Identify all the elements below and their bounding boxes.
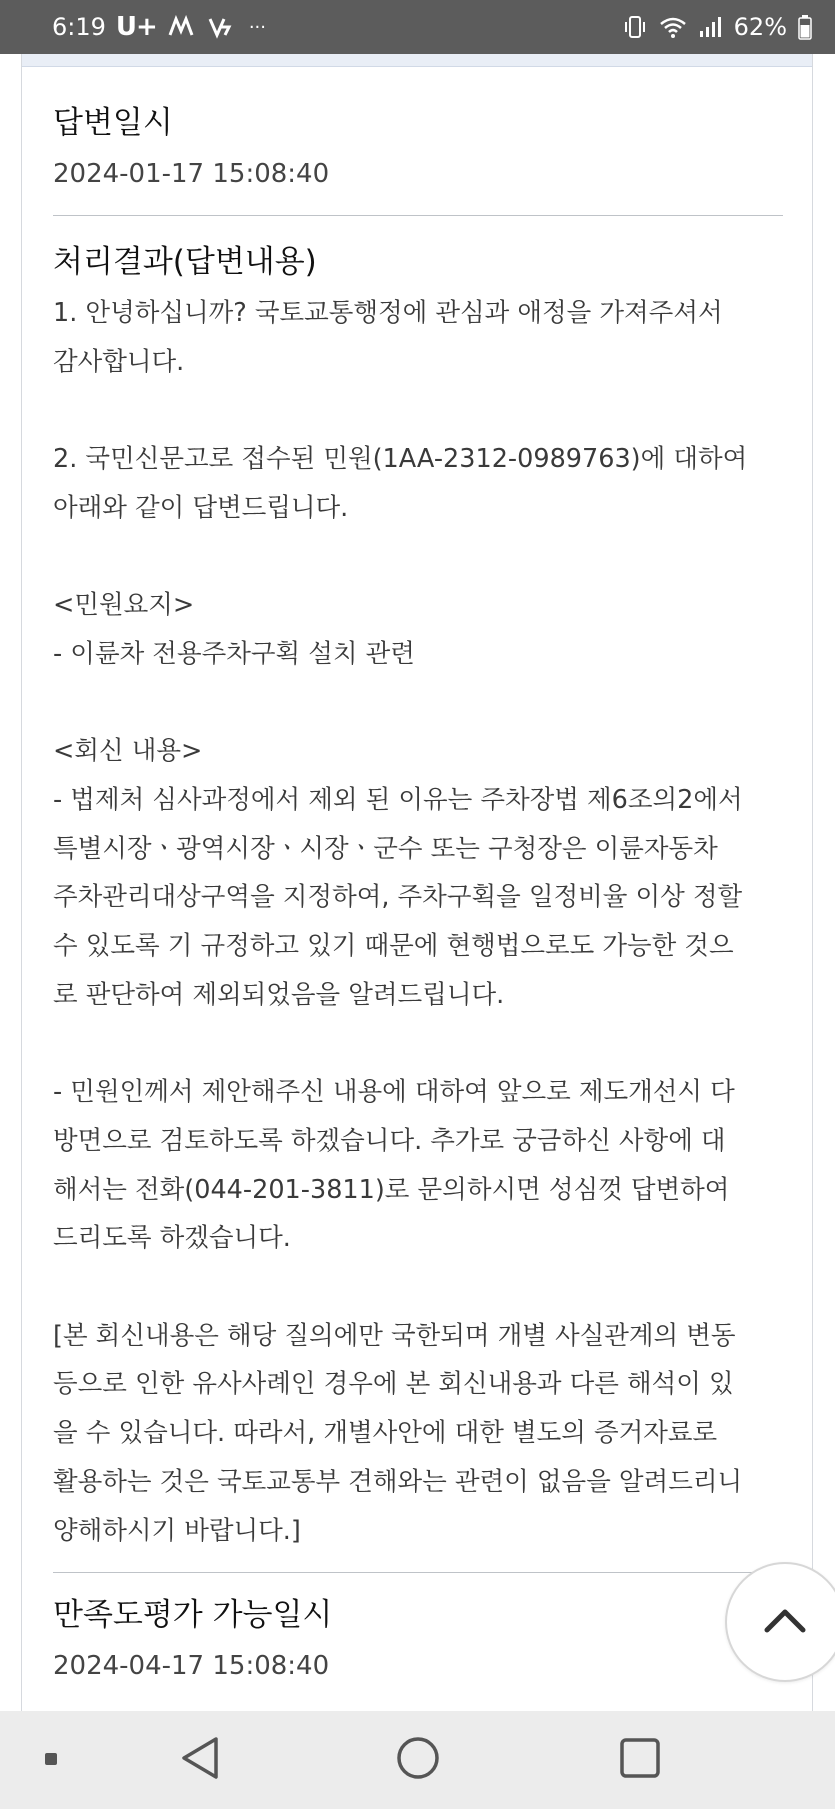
result-line: - 법제처 심사과정에서 제외 된 이유는 주차장법 제6조의2에서 [53, 784, 743, 815]
result-line: 로 판단하여 제외되었음을 알려드립니다. [53, 979, 505, 1010]
battery-text: 62% [733, 13, 787, 41]
answer-datetime-section [53, 102, 783, 194]
blank-line [53, 1263, 783, 1312]
result-line: 방면으로 검토하도록 하겠습니다. 추가로 궁금하신 사항에 대 [53, 1125, 726, 1156]
result-line: 등으로 인한 유사사례인 경우에 본 회신내용과 다른 해석이 있 [53, 1369, 734, 1400]
satisfaction-section [53, 1594, 783, 1686]
result-line: 드리도록 하겠습니다. [53, 1223, 291, 1254]
result-line: 을 수 있습니다. 따라서, 개별사안에 대한 별도의 증거자료로 [53, 1418, 718, 1449]
carrier-label: U+ [115, 12, 157, 42]
card-header-strip [22, 54, 812, 67]
satisfaction-label: 만족도평가 가능일시 [53, 1597, 333, 1633]
result-line: 2. 국민신문고로 접수된 민원(1AA-2312-0989763)에 대하여 [53, 444, 748, 475]
content-area[interactable] [0, 54, 835, 1711]
result-line: - 민원인께서 제안해주신 내용에 대하여 앞으로 제도개선시 다 [53, 1077, 735, 1108]
blank-line [53, 679, 783, 728]
status-time: 6:19 [52, 13, 106, 41]
home-button[interactable] [378, 1711, 458, 1809]
result-line: [본 회신내용은 해당 질의에만 국한되며 개별 사실관계의 변동 [53, 1320, 736, 1351]
v-app-icon [207, 15, 233, 39]
result-line: 1. 안녕하십니까? 국토교통행정에 관심과 애정을 가져주셔서 [53, 298, 723, 328]
answer-datetime-label: 답변일시 [53, 105, 173, 141]
result-line: 활용하는 것은 국토교통부 견해와는 관련이 없음을 알려드리니 [53, 1466, 743, 1497]
wifi-icon [658, 15, 688, 39]
navigation-bar [0, 1711, 835, 1809]
home-icon [396, 1736, 440, 1784]
back-icon [178, 1735, 222, 1785]
result-line: <민원요지> [53, 590, 195, 621]
result-body [53, 289, 783, 1555]
more-icon: ··· [248, 16, 266, 38]
answer-card [21, 54, 813, 1711]
m-app-icon [167, 15, 197, 39]
scroll-top-button[interactable] [725, 1562, 835, 1682]
chevron-up-icon [762, 1605, 808, 1639]
back-button[interactable] [160, 1711, 240, 1809]
result-line: 특별시장ㆍ광역시장ㆍ시장ㆍ군수 또는 구청장은 이륜자동차 [53, 833, 718, 864]
blank-line [53, 386, 783, 435]
menu-dot-icon [44, 1751, 58, 1770]
result-line: 감사합니다. [53, 346, 185, 377]
status-bar [0, 0, 835, 54]
result-line: 주차관리대상구역을 지정하여, 주차구획을 일정비율 이상 정할 [53, 882, 743, 913]
recents-button[interactable] [600, 1711, 680, 1809]
result-line: 양해하시기 바랍니다.] [53, 1515, 301, 1546]
divider [53, 215, 783, 216]
result-line: 해서는 전화(044-201-3811)로 문의하시면 성심껏 답변하여 [53, 1174, 730, 1205]
blank-line [53, 1020, 783, 1069]
status-right [622, 0, 813, 54]
signal-icon [698, 15, 724, 39]
answer-datetime-value: 2024-01-17 15:08:40 [53, 159, 330, 189]
battery-icon [797, 14, 813, 40]
result-line: - 이륜차 전용주차구획 설치 관련 [53, 638, 415, 669]
status-left [52, 0, 266, 54]
satisfaction-value: 2024-04-17 15:08:40 [53, 1651, 330, 1681]
vibrate-icon [622, 14, 648, 40]
divider [53, 1572, 783, 1573]
result-section [53, 241, 783, 1555]
result-line: 아래와 같이 답변드립니다. [53, 492, 349, 523]
blank-line [53, 533, 783, 582]
recents-icon [619, 1737, 661, 1783]
result-line: <회신 내용> [53, 736, 203, 767]
result-label: 처리결과(답변내용) [53, 244, 317, 280]
menu-dot-button[interactable] [36, 1711, 66, 1809]
result-line: 수 있도록 기 규정하고 있기 때문에 현행법으로도 가능한 것으 [53, 931, 734, 962]
